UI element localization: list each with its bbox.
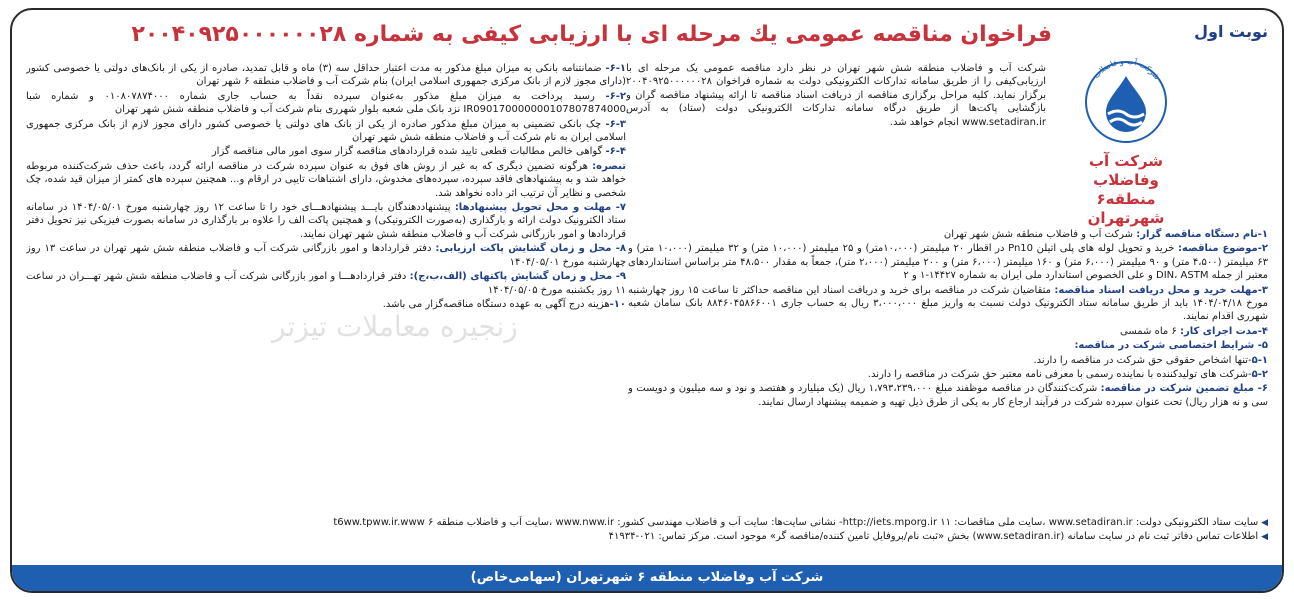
right-items-column bbox=[628, 228, 1268, 512]
logo-name-line1: شرکت آب وفاضلاب bbox=[1088, 152, 1164, 189]
list-item: ۳-مهلت خرید و محل دریافت اسناد مناقصه: متقاضیان شرکت در مناقصه برای خرید و دریافت اسناد این مناقصه حداکثر تا ساعت ۱۵ روز چهارشنبه مورخ ۱۴۰۴/۰۴/۱۸ باید از طریق سامانه ستاد الکترونیک دولت نسبت به واریز مبلغ ۳،۰۰۰،۰۰۰ ریال به حساب جاری ۸۸۴۶۰۴۵۸۶۶۰۰۱ بانک سامان شعبه شهرری اقدام نمایند. bbox=[628, 284, 1268, 323]
notice-number: نوبت اول bbox=[1194, 22, 1268, 41]
company-logo bbox=[1066, 52, 1186, 228]
notice-title: فراخوان مناقصه عمومی یك مرحله ای با ارزیابی كیفی به شماره ۲۰۰۴۰۹۲۵۰۰۰۰۰۰۲۸ bbox=[131, 22, 1052, 47]
list-item: ۵- شرایط اختصاصی شرکت در مناقصه: bbox=[1074, 340, 1268, 352]
intro-paragraph: شرکت آب و فاضلاب منطقه شش شهر تهران در نظر دارد مناقصه عمومی یک مرحله ای با ارزیابی‌کیفی را از طریق سامانه تدارکات الکترونیکی دولت به شماره فراخوان ۲۰۰۴۰۹۲۵۰۰۰۰۰۰۲۸ برگزار نماید. کلیه مراحل برگزاری مناقصه از دریافت اسناد مناقصه تا ارائه پیشنهاد مناقصه گران و بازگشایی پاکت‌ها از طریق درگاه سامانه تدارکات الکترونیکی دولت (ستاد) به آدرس www.setadiran.ir انجام خواهد شد. bbox=[626, 63, 1046, 128]
logo-name-line2: منطقه۶ شهرتهران bbox=[1087, 190, 1165, 227]
list-item: ۲-موضوع مناقصه: خرید و تحویل لوله های پلی اتیلن Pn10 در اقطار ۲۰ میلیمتر (۱۰،۰۰۰متر) و ۲۵ میلیمتر (۱۰،۰۰۰ متر) و ۳۲ میلیمتر (۱۰،۰۰۰ متر) و ۶۳ میلیمتر (۴،۵۰۰ متر) و ۹۰ میلیمتر (۶،۰۰۰ متر) و ۱۶۰ میلیمتر (۶،۰۰۰ متر) و ۲۰۰ میلیمتر (۲،۰۰۰ متر)، جمعاً به مقدار ۴۸،۵۰۰ متر براساس استانداردهای معتبر از جمله DIN، ASTM و علی الخصوص استاندارد ملی ایران به شماره ۱۴۴۲۷-۱ و ۲ bbox=[628, 243, 1268, 282]
footer-contact-line: ◀ اطلاعات تماس دفاتر ثبت نام در سایت سامانه (www.setadiran.ir) بخش «ثبت نام/پروفایل تامین کننده/مناقصه گر» موجود است. مرکز تماس: ۰۲۱-۴۱۹۳۴ bbox=[608, 531, 1268, 542]
footer bbox=[26, 516, 1268, 544]
triangle-bullet-icon: ◀ bbox=[1258, 518, 1268, 528]
list-item: ۵-۲-شرکت های تولیدکننده با نماینده رسمی با معرفی نامه معتبر حق شرکت در مناقصه را دارند. bbox=[867, 369, 1268, 381]
footer-websites-line: ◀ سایت ستاد الکترونیکی دولت: www.setadiran.ir ،سایت ملی مناقصات: http://iets.mporg.ir ۱۱- نشانی سایت‌ها: سایت آب و فاضلاب مهندسی کشور: www.nww.ir ،سایت آب و فاضلاب منطقه ۶ t6ww.tpww.ir.www bbox=[333, 517, 1268, 528]
list-item: ۶-۲- رسید پرداخت به میزان مبلغ مذکور به‌عنوان سپرده نقداً به حساب جاری شماره ۰۱۰۸۰۷۸۷۴۰۰۰ و شماره شبا IR090170000000107807874000 نزد بانک ملی شعبه بلوار شهرری بنام شرکت آب و فاضلاب منطقه شش شهر تهران bbox=[26, 90, 626, 116]
list-item: ۴-مدت اجرای کار: ۶ ماه شمسی bbox=[1120, 325, 1268, 337]
left-items-column bbox=[26, 62, 626, 514]
list-item: تبصره: هرگونه تضمین دیگری که به غیر از روش های فوق به عنوان سپرده شرکت در مناقصه ارائه گردد، باعث حذف شرکت‌کننده مربوطه خواهد شد و به پیشنهادهای فاقد سپرده، سپرده‌های مخدوش، دارای اشتباهات تایپی در ارقام و... همچنین سپرده های کمتر از میزان قید شده، چک شخصی و نظایر آن ترتیب اثر داده نخواهد شد. bbox=[26, 160, 626, 199]
watermark: زنجیره معاملات تیزتر bbox=[272, 310, 518, 343]
list-item: ۶-۱- ضمانتنامه بانکی به میزان مبلغ مذکور به مدت اعتبار حداقل سه (۳) ماه و قابل تمدید، صادره از یکی از بانک‌های دولتی یا خصوصی کشور (دارای مجوز لازم از بانک مرکزی جمهوری اسلامی ایران) بنام شرکت آب و فاضلاب منطقه ۶ شهر تهران bbox=[26, 63, 626, 88]
list-item: ۹- محل و زمان گشایش پاکتهای (الف،ب،ج): دفتر قراردادهـــا و امور بازرگانی شرکت آب و فاضلاب منطقه شش شهر تهـــران در ساعت ۱۱ روز یکشنبه مورخ ۱۴۰۴/۰۵/۰۵ bbox=[26, 271, 626, 296]
list-item: ۷- مهلت و محل تحویل پیشنهادها: پیشنهاددهندگان بایـــد پیشنهادهـــای خود را تا ساعت ۱۲ روز چهارشنبه مورخ ۱۴۰۴/۰۵/۰۱ در سامانه ستاد الکترونیک دولت ارائه و بارگذاری (به‌صورت الکترونیکی) و همچنین پاکت الف را علاوه بر بارگذاری در سامانه بصورت فیزیکی نیز تحویل دفتر قراردادها و امور بازرگانی شرکت آب و فاضلاب منطقه شش شهر تهران نمایند. bbox=[26, 202, 626, 240]
list-item: ۱-نام دستگاه مناقصه گزار: شرکت آب و فاضلاب منطقه شش شهر تهران bbox=[943, 229, 1268, 240]
triangle-bullet-icon: ◀ bbox=[1258, 532, 1268, 542]
list-item: ۵-۱-تنها اشخاص حقوقی حق شرکت در مناقصه را دارند. bbox=[1033, 354, 1268, 366]
notice-frame bbox=[10, 8, 1284, 593]
logo-arc-text: شرکت آب و فاضلاب bbox=[1091, 56, 1162, 82]
list-item: ۶- مبلغ تضمین شرکت در مناقصه: شرکت‌کنندگان در مناقصه موظفند مبلغ ۱،۷۹۳،۲۳۹،۰۰۰ ریال (یک میلیارد و هفتصد و نود و سه میلیون و دویست و سی و نه هزار ریال) تحت عنوان سپرده شرکت در فرآیند ارجاع کار به یکی از طرق ذیل تهیه و ضمیمه پیشنهاد ارسال نمایند. bbox=[628, 383, 1268, 408]
company-signature: شرکت آب وفاضلاب منطقه ۶ شهرتهران (سهامی‌خاص) bbox=[12, 565, 1282, 591]
list-item: ۶-۴- گواهی خالص مطالبات قطعی تایید شده قراردادهای مناقصه گزار سوی امور مالی مناقصه گزار bbox=[211, 146, 626, 158]
water-drop-logo-icon bbox=[1078, 52, 1174, 148]
list-item: ۸- محل و زمان گشایش پاکت ارزیابی: دفتر قراردادها و امور بازرگانی شرکت آب و فاضلاب منطقه شش شهر تهران در ساعت ۱۳ روز چهارشنبه مورخ ۱۴۰۴/۰۵/۰۱ bbox=[26, 243, 626, 268]
list-item: ۱۰-هزینه درج آگهی به عهده دستگاه مناقصه‌گزار می باشد. bbox=[382, 298, 626, 310]
list-item: ۶-۳- چک بانکی تضمینی به میزان مبلغ مذکور صادره از یکی از بانک های دولتی یا خصوصی کشور دارای مجوز لازم از بانک مرکزی جمهوری اسلامی ایران به نام شرکت آب و فاضلاب منطقه شش شهر تهران bbox=[26, 118, 626, 144]
logo-name bbox=[1066, 152, 1186, 228]
